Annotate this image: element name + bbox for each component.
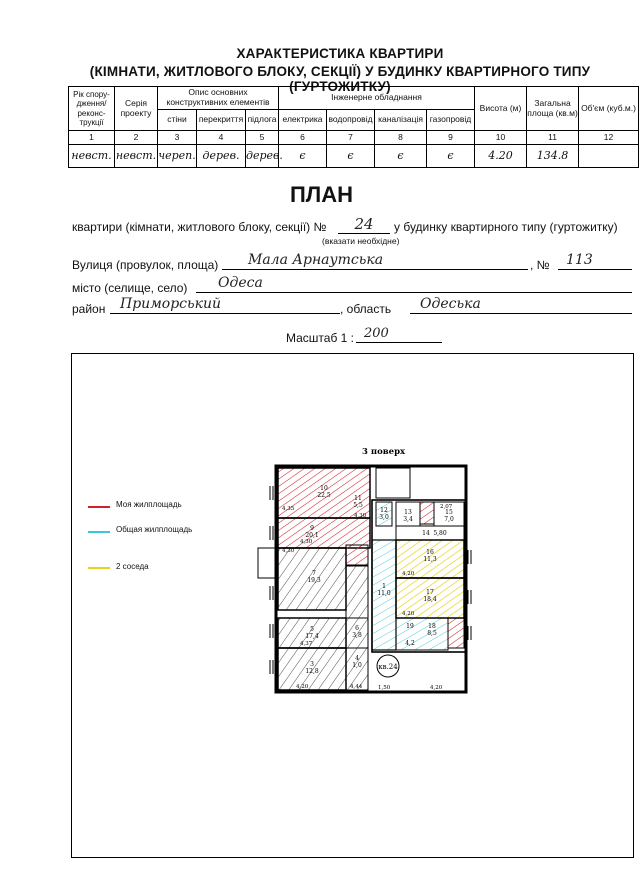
room-label: 13 [404, 509, 412, 516]
value-floors-over: дерев. [197, 145, 246, 168]
room-label: 9 [310, 525, 314, 532]
value-gas: є [427, 145, 475, 168]
district-field: Приморський [110, 296, 340, 314]
col-series: Серія проекту [115, 87, 158, 131]
room-label: 17 [426, 589, 434, 596]
col-electric: електрика [279, 110, 327, 131]
stair-landing [376, 468, 410, 498]
room-8 [346, 566, 368, 618]
col-area: Загальна площа (кв.м) [527, 87, 579, 131]
dimension-label: 4,20 [402, 611, 415, 617]
room-18 [396, 618, 448, 650]
room-label: 19 [406, 623, 414, 630]
street-label: Вулиця (провулок, площа) [72, 258, 219, 272]
region-label: , область [340, 302, 392, 316]
legend-common-area: Общая жилплощадь [116, 525, 193, 534]
district-label: район [72, 302, 106, 316]
apt-suffix: у будинку квартирного типу (гуртожитку) [394, 220, 618, 234]
room-9 [278, 518, 370, 548]
col-number: 11 [527, 131, 579, 145]
col-sewer: каналізація [375, 110, 427, 131]
room-label: 16 [426, 549, 434, 556]
room-area: 1,0 [352, 662, 362, 669]
value-flooring: дерев. [246, 145, 279, 168]
col-volume: Об'єм (куб.м.) [579, 87, 639, 131]
room-area: 22,5 [317, 492, 331, 499]
room-label: 14 [422, 530, 430, 537]
scale-label: Масштаб 1 : [286, 331, 355, 345]
col-year: Рік спору-дження/ реконс-трукції [69, 87, 115, 131]
room-red-corner [448, 618, 464, 648]
value-series: невст. [115, 145, 158, 168]
col-gas: газопровід [427, 110, 475, 131]
room-area: 17,4 [305, 633, 319, 640]
col-number: 10 [475, 131, 527, 145]
dimension-label: 4,20 [430, 685, 443, 691]
col-number: 8 [375, 131, 427, 145]
room-area: 12,8 [305, 668, 319, 675]
room-label: 7 [312, 570, 316, 577]
room-area: 11,3 [423, 556, 437, 563]
room-area: 3,8 [352, 632, 362, 639]
dimension-label: 2,07 [440, 504, 453, 510]
room-area: 18,4 [423, 596, 437, 603]
legend-my-living-area: Моя жилплощадь [116, 500, 182, 509]
value-year: невст. [69, 145, 115, 168]
col-number: 4 [197, 131, 246, 145]
balcony [258, 548, 276, 578]
col-number: 6 [279, 131, 327, 145]
col-number: 9 [427, 131, 475, 145]
house-number-field: 113 [558, 252, 632, 270]
room-area: 7,0 [444, 516, 454, 523]
city-label: місто (селище, село) [72, 281, 188, 295]
region-field: Одеська [410, 296, 632, 314]
dimension-label: 1,50 [378, 685, 391, 691]
room-label: 12 [380, 507, 388, 514]
value-sewer: є [375, 145, 427, 168]
room-label: 11 [354, 495, 362, 502]
room-area: 20,1 [305, 532, 319, 539]
dimension-label: 4,30 [354, 513, 367, 519]
dimension-label: 4,20 [296, 684, 309, 690]
col-number: 12 [579, 131, 639, 145]
col-floors-over: перекриття [197, 110, 246, 131]
apt-number-field: 24 [338, 215, 390, 234]
col-structures: Опис основних конструктивних елементів [158, 87, 279, 110]
doc-title-line1: ХАРАКТЕРИСТИКА КВАРТИРИ [236, 46, 444, 61]
scale-field: 200 [356, 326, 442, 343]
room-label: 15 [445, 509, 453, 516]
room-label: 10 [320, 485, 328, 492]
room-label: 4 [355, 655, 359, 662]
room-area: 8,5 [427, 630, 437, 637]
legend-two-neighbors: 2 соседа [116, 562, 149, 571]
value-area: 134.8 [527, 145, 579, 168]
plan-heading: ПЛАН [289, 182, 354, 207]
dimension-label: 4,37 [300, 641, 313, 647]
room-label: 18 [428, 623, 436, 630]
room-label: 1 [382, 583, 386, 590]
col-number: 1 [69, 131, 115, 145]
dimension-label: 4,44 [350, 684, 363, 690]
col-number: 2 [115, 131, 158, 145]
col-number: 3 [158, 131, 197, 145]
dimension-label: 4,30 [300, 539, 313, 545]
col-number: 5 [246, 131, 279, 145]
room-area: 11,0 [377, 590, 391, 597]
room-area: 3,0 [379, 514, 389, 521]
apt-prefix: квартири (кімнати, житлового блоку, секції) № [72, 220, 327, 234]
apt-badge: кв.24 [378, 663, 398, 671]
city-field: Одеса [196, 275, 632, 293]
room-14 [396, 526, 464, 540]
col-water: водопровід [327, 110, 375, 131]
col-number: 7 [327, 131, 375, 145]
col-flooring: підлога [246, 110, 279, 131]
col-height: Висота (м) [475, 87, 527, 131]
room-label: 5 [310, 626, 314, 633]
room-area: 4,2 [405, 640, 415, 647]
room-area: 19,3 [307, 577, 321, 584]
value-walls: череп. [158, 145, 197, 168]
value-water: є [327, 145, 375, 168]
apt-note: (вказати необхідне) [322, 236, 400, 246]
room-area: 5,5 [353, 502, 363, 509]
room-area: 3,4 [403, 516, 413, 523]
room-area: 5,80 [433, 530, 447, 537]
dimension-label: 4,35 [282, 506, 295, 512]
street-field: Мала Арнаутська [222, 252, 528, 270]
room-label: 3 [310, 661, 314, 668]
room-red-wc [420, 502, 434, 524]
dimension-label: 4,30 [282, 548, 295, 554]
col-engineering: Інженерне обладнання [279, 87, 475, 110]
floor-label: 3 поверх [362, 447, 406, 457]
room-label: 6 [355, 625, 359, 632]
col-walls: стіни [158, 110, 197, 131]
value-electric: є [279, 145, 327, 168]
doc-title-line2: (КІМНАТИ, ЖИТЛОВОГО БЛОКУ, СЕКЦІЇ) У БУДИНКУ КВАРТИРНОГО ТИПУ (ГУРТОЖИТКУ) [89, 64, 591, 94]
dimension-label: 4,20 [402, 571, 415, 577]
value-height: 4.20 [475, 145, 527, 168]
number-label: , № [530, 258, 550, 272]
room-red-small [346, 545, 368, 565]
